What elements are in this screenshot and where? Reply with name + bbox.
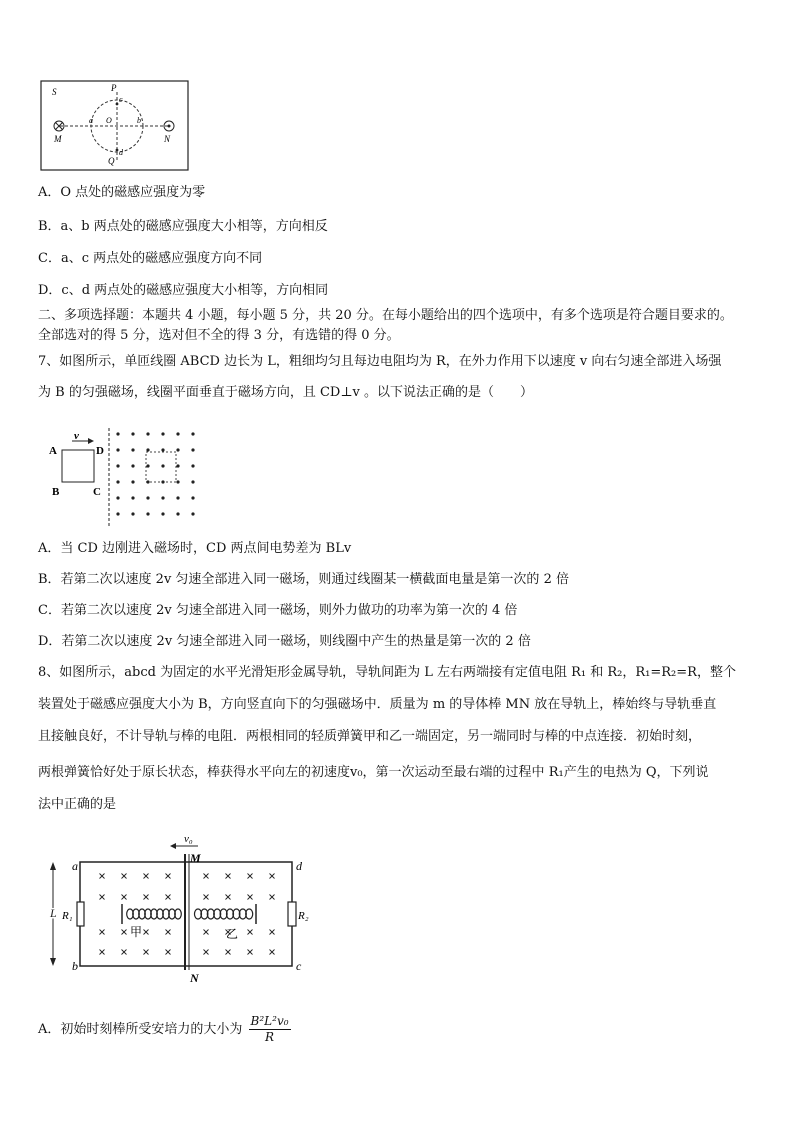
section2-intro-line1: 二、多项选择题：本题共 4 小题，每小题 5 分，共 20 分。在每小题给出的四个选项中，有多个选项是符合题目要求的。 xyxy=(38,308,733,323)
q7-stem-line1: 7、如图所示，单匝线圈 ABCD 边长为 L，粗细均匀且每边电阻均为 R，在外力作用下以速度 v 向右匀速全部进入场强 xyxy=(38,354,722,369)
label-M: M xyxy=(54,134,62,144)
label-a: a xyxy=(72,859,78,873)
field-cross xyxy=(204,950,209,955)
figure-coil-field xyxy=(44,424,204,528)
field-dot xyxy=(161,480,164,483)
field-cross xyxy=(144,930,149,935)
field-dot xyxy=(131,512,134,515)
figure-rails-springs xyxy=(40,824,330,984)
q7-option-b: B．若第二次以速度 2v 匀速全部进入同一磁场，则通过线圈某一横截面电量是第一次的 2 倍 xyxy=(38,572,569,587)
field-cross xyxy=(248,874,253,879)
label-c: c xyxy=(119,95,123,104)
q6-option-c: C．a、c 两点处的磁感应强度方向不同 xyxy=(38,251,263,266)
field-dot xyxy=(161,432,164,435)
field-cross xyxy=(166,874,171,879)
label-d: d xyxy=(119,148,123,157)
q8-option-a-text: A．初始时刻棒所受安培力的大小为 xyxy=(38,1022,243,1037)
q7-option-d: D．若第二次以速度 2v 匀速全部进入同一磁场，则线圈中产生的热量是第一次的 2 倍 xyxy=(38,634,531,649)
q8-stem-line2: 装置处于磁感应强度大小为 B，方向竖直向下的匀强磁场中．质量为 m 的导体棒 MN 放在导轨上，棒始终与导轨垂直 xyxy=(38,697,717,712)
q6-option-a: A．O 点处的磁感应强度为零 xyxy=(38,185,206,200)
field-dot xyxy=(131,448,134,451)
label-v0: v₀ xyxy=(184,833,193,845)
field-cross xyxy=(100,950,105,955)
section2-intro-line2: 全部选对的得 5 分，选对但不全的得 3 分，有选错的得 0 分。 xyxy=(38,328,400,343)
field-dot xyxy=(146,496,149,499)
field-cross xyxy=(226,874,231,879)
q7-stem-line2: 为 B 的匀强磁场，线圈平面垂直于磁场方向，且 CD⊥v 。以下说法正确的是（ ） xyxy=(38,385,534,400)
q8-stem-line4: 两根弹簧恰好处于原长状态，棒获得水平向左的初速度v₀，第一次运动至最右端的过程中 R₁产生的电热为 Q，下列说 xyxy=(38,765,709,780)
field-dot xyxy=(176,496,179,499)
field-dot xyxy=(131,464,134,467)
field-dot xyxy=(176,432,179,435)
field-dot xyxy=(116,432,119,435)
field-cross xyxy=(122,895,127,900)
field-cross xyxy=(144,895,149,900)
field-cross xyxy=(204,895,209,900)
label-b: b xyxy=(137,116,141,125)
label-P: P xyxy=(111,83,117,93)
field-dot xyxy=(176,512,179,515)
field-dot xyxy=(191,464,194,467)
field-dot xyxy=(131,480,134,483)
q8-stem-line1: 8、如图所示，abcd 为固定的水平光滑矩形金属导轨，导轨间距为 L 左右两端接有定值电阻 R₁ 和 R₂，R₁=R₂=R，整个 xyxy=(38,665,736,680)
label-M: M xyxy=(190,851,201,865)
q6-option-b: B．a、b 两点处的磁感应强度大小相等，方向相反 xyxy=(38,219,328,234)
field-cross xyxy=(122,950,127,955)
label-R1: R₁ xyxy=(62,910,73,922)
field-cross xyxy=(248,930,253,935)
q7-option-c: C．若第二次以速度 2v 匀速全部进入同一磁场，则外力做功的功率为第一次的 4 倍 xyxy=(38,603,518,618)
field-dot xyxy=(146,512,149,515)
field-cross xyxy=(248,895,253,900)
fraction-numerator: B²L²v₀ xyxy=(250,1014,289,1028)
field-dot xyxy=(146,448,149,451)
label-S: S xyxy=(52,87,57,97)
field-cross xyxy=(204,930,209,935)
field-dot xyxy=(191,448,194,451)
field-dot xyxy=(176,480,179,483)
field-dot xyxy=(146,432,149,435)
label-N: N xyxy=(164,134,171,144)
label-B: B xyxy=(52,486,60,498)
q8-option-a xyxy=(38,1014,291,1045)
label-C: C xyxy=(93,486,101,498)
field-dot xyxy=(116,496,119,499)
field-dot xyxy=(116,512,119,515)
field-dot xyxy=(116,480,119,483)
field-dot xyxy=(116,464,119,467)
field-dot xyxy=(176,448,179,451)
field-dot xyxy=(131,496,134,499)
figure-two-wires xyxy=(40,80,190,172)
field-dot xyxy=(161,464,164,467)
label-Q: Q xyxy=(108,156,115,166)
field-dot xyxy=(191,432,194,435)
fraction-denominator: R xyxy=(265,1030,275,1044)
field-cross xyxy=(144,874,149,879)
label-jia: 甲 xyxy=(130,925,143,939)
field-cross xyxy=(226,950,231,955)
field-cross xyxy=(100,895,105,900)
label-d: d xyxy=(296,859,302,873)
field-dot xyxy=(146,464,149,467)
label-yi: 乙 xyxy=(226,927,239,941)
label-R2: R₂ xyxy=(298,910,309,922)
label-b: b xyxy=(72,959,78,973)
field-cross xyxy=(270,874,275,879)
label-v: v xyxy=(74,430,79,442)
field-dot xyxy=(161,448,164,451)
field-cross xyxy=(270,895,275,900)
field-cross xyxy=(166,930,171,935)
q6-option-d: D．c、d 两点处的磁感应强度大小相等，方向相同 xyxy=(38,283,329,298)
field-cross xyxy=(122,930,127,935)
field-dot xyxy=(116,448,119,451)
field-cross xyxy=(270,930,275,935)
q7-option-a: A．当 CD 边刚进入磁场时，CD 两点间电势差为 BLv xyxy=(38,541,352,556)
field-dot xyxy=(161,512,164,515)
field-cross xyxy=(144,950,149,955)
field-cross xyxy=(166,950,171,955)
label-c: c xyxy=(296,959,302,973)
field-cross xyxy=(248,950,253,955)
field-dot xyxy=(131,432,134,435)
q8-stem-line3: 且接触良好，不计导轨与棒的电阻．两根相同的轻质弹簧甲和乙一端固定，另一端同时与棒的中点连接．初始时刻， xyxy=(38,729,702,744)
field-dot xyxy=(161,496,164,499)
field-cross xyxy=(226,895,231,900)
label-L: L xyxy=(50,906,57,920)
label-O: O xyxy=(106,116,112,125)
label-A: A xyxy=(49,445,57,457)
fraction xyxy=(249,1014,291,1045)
field-dot xyxy=(191,512,194,515)
label-N: N xyxy=(190,971,199,984)
field-cross xyxy=(122,874,127,879)
label-D: D xyxy=(96,445,104,457)
field-cross xyxy=(100,874,105,879)
label-a: a xyxy=(89,116,93,125)
field-cross xyxy=(166,895,171,900)
field-dot xyxy=(146,480,149,483)
field-cross xyxy=(100,930,105,935)
q8-stem-line5: 法中正确的是 xyxy=(38,797,117,812)
field-cross xyxy=(270,950,275,955)
field-dot xyxy=(191,480,194,483)
field-dot xyxy=(191,496,194,499)
field-dot xyxy=(176,464,179,467)
field-cross xyxy=(204,874,209,879)
